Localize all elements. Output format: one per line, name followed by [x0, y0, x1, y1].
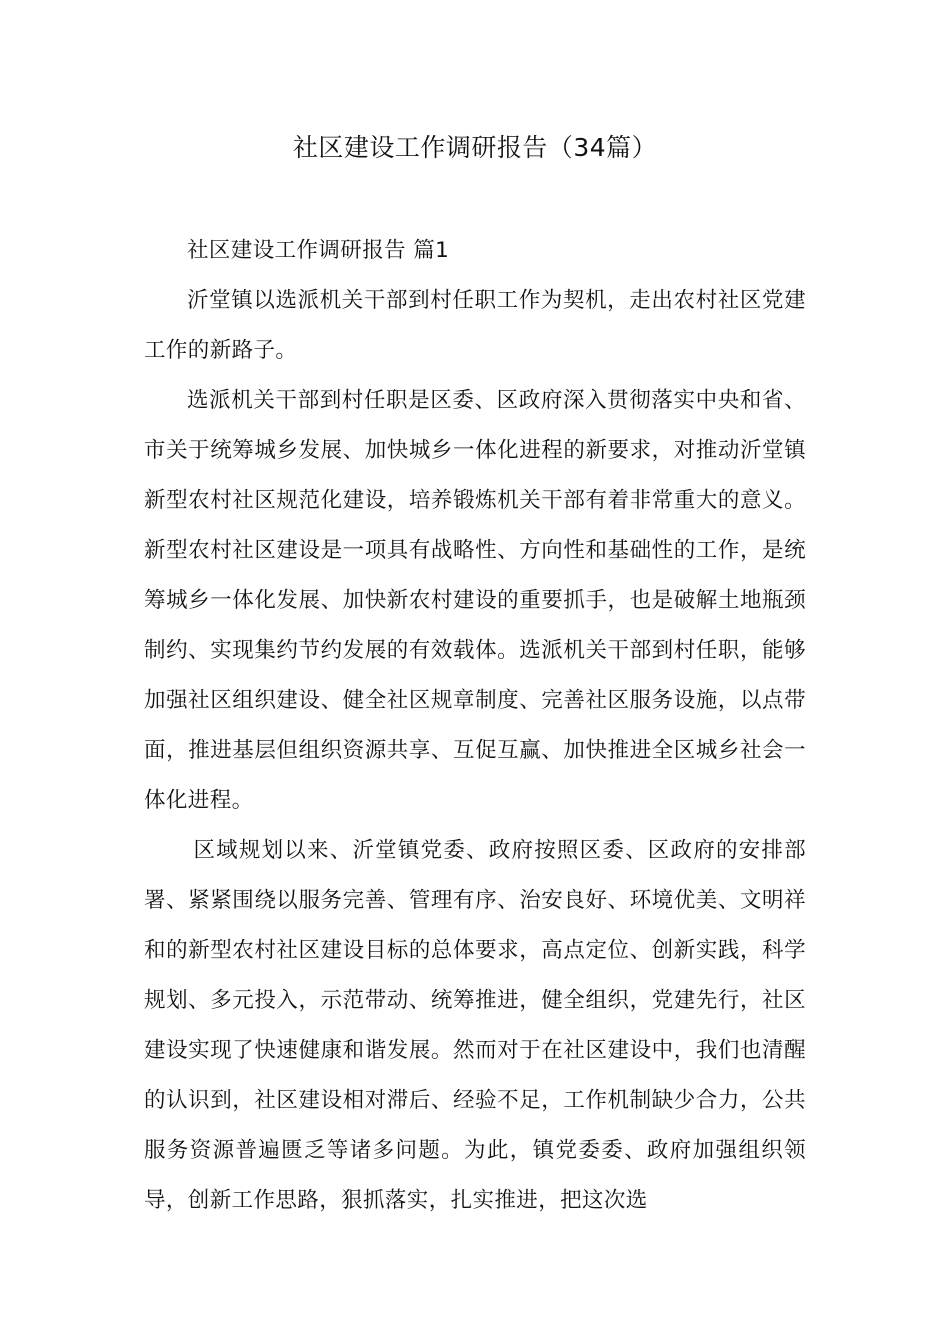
paragraph: 选派机关干部到村任职是区委、区政府深入贯彻落实中央和省、市关于统筹城乡发展、加快城乡一体化进程的新要求，对推动沂堂镇新型农村社区规范化建设，培养锻炼机关干部有着非常重大的意义。新型农村社区建设是一项具有战略性、方向性和基础性的工作，是统筹城乡一体化发展、加快新农村建设的重要抓手，也是破解土地瓶颈制约、实现集约节约发展的有效载体。选派机关干部到村任职，能够加强社区组织建设、健全社区规章制度、完善社区服务设施，以点带面，推进基层但组织资源共享、互促互赢、加快推进全区城乡社会一体化进程。 [144, 388, 806, 813]
document-title: 社区建设工作调研报告（34篇） [292, 133, 658, 162]
paragraph: 沂堂镇以选派机关干部到村任职工作为契机，走出农村社区党建工作的新路子。 [144, 288, 806, 363]
document-body [144, 226, 806, 1226]
section-heading: 社区建设工作调研报告 篇1 [187, 238, 450, 263]
paragraph: 区域规划以来、沂堂镇党委、政府按照区委、区政府的安排部署、紧紧围绕以服务完善、管理有序、治安良好、环境优美、文明祥和的新型农村社区建设目标的总体要求，高点定位、创新实践，科学规划、多元投入，示范带动、统筹推进，健全组织，党建先行，社区建设实现了快速健康和谐发展。然而对于在社区建设中，我们也清醒的认识到，社区建设相对滞后、经验不足，工作机制缺少合力，公共服务资源普遍匮乏等诸多问题。为此，镇党委委、政府加强组织领导，创新工作思路，狠抓落实，扎实推进，把这次选 [144, 838, 806, 1213]
